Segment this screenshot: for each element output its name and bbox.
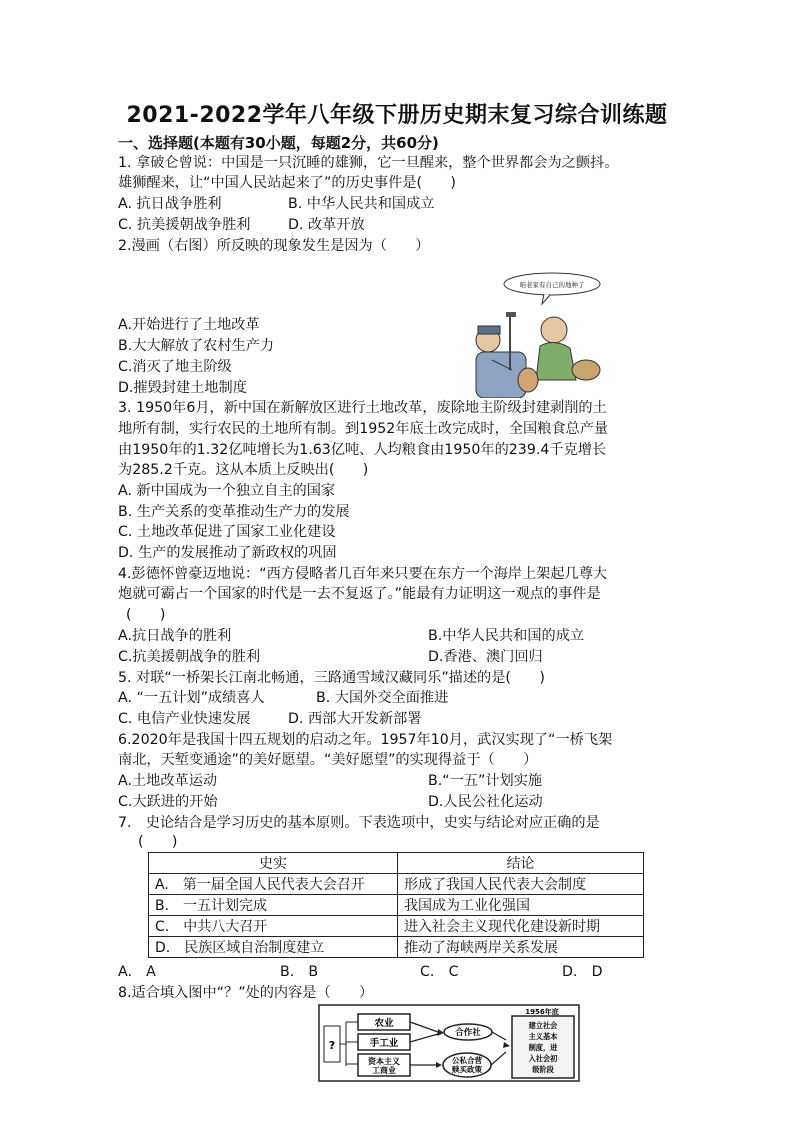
diagram-cooperative: 合作社 — [455, 1028, 481, 1038]
q5-option-b: B. 大国外交全面推进 — [316, 690, 449, 706]
q4-option-b: B.中华人民共和国的成立 — [428, 628, 585, 644]
q4-stem-line2: 炮就可霸占一个国家的时代是一去不复返了。”能最有力证明这一观点的事件是 — [118, 586, 601, 602]
diagram-result-line4: 入社会初 — [528, 1054, 558, 1063]
table-cell: C. 中共八大召开 — [149, 916, 398, 937]
q6-stem-line2: 南北，天堑变通途”的美好愿望。“美好愿望”的实现得益于（ ） — [118, 752, 538, 768]
q1-option-c: C. 抗美援朝战争胜利 — [118, 217, 251, 233]
diagram-result-line1: 建立社会 — [528, 1021, 558, 1030]
q4-stem-line1: 4.彭德怀曾豪迈地说：“西方侵略者几百年来只要在东方一个海岸上架起几尊大 — [118, 566, 608, 582]
q7-stem-line1: 7. 史论结合是学习历史的基本原则。下表选项中，史实与结论对应正确的是 — [118, 815, 600, 831]
q6-option-b: B.“一五”计划实施 — [428, 773, 543, 789]
q3-option-a: A. 新中国成为一个独立自主的国家 — [118, 483, 336, 499]
history-fact-table — [148, 852, 644, 958]
q1-option-a: A. 抗日战争胜利 — [118, 196, 222, 212]
diagram-result-line3: 制度，进 — [528, 1043, 558, 1052]
q5-option-c: C. 电信产业快速发展 — [118, 711, 251, 727]
q1-stem-line2: 雄狮醒来，让“中国人民站起来了”的历史事件是( ) — [118, 175, 456, 191]
q4-option-d: D.香港、澳门回归 — [428, 649, 543, 665]
table-cell: D. 民族区域自治制度建立 — [149, 937, 398, 958]
diagram-result-line5: 级阶段 — [532, 1065, 554, 1074]
q1-option-b: B. 中华人民共和国成立 — [288, 196, 435, 212]
q6-option-c: C.大跃进的开始 — [118, 794, 218, 810]
table-row — [149, 895, 644, 916]
q3-option-b: B. 生产关系的变革推动生产力的发展 — [118, 504, 350, 520]
diagram-box-handicraft: 手工业 — [369, 1038, 399, 1049]
cartoon-speech-bubble: 咱老家有自己的地种了 — [519, 281, 585, 289]
q7-option-a: A. A — [118, 964, 156, 980]
q3-stem-line4: 为285.2千克。这从本质上反映出( ) — [118, 462, 369, 478]
diagram-box-agriculture: 农业 — [374, 1018, 394, 1029]
table-row — [149, 874, 644, 895]
q2-option-d: D.摧毁封建土地制度 — [118, 380, 247, 396]
q1-stem-line1: 1. 拿破仑曾说：中国是一只沉睡的雄狮，它一旦醒来，整个世界都会为之颤抖。 — [118, 155, 619, 171]
table-row — [149, 937, 644, 958]
table-cell: 形成了我国人民代表大会制度 — [398, 874, 644, 895]
diagram-year-label: 1956年底 — [525, 1008, 559, 1016]
q3-stem-line2: 地所有制，实行农民的土地所有制。到1952年底土改完成时，全国粮食总产量 — [118, 421, 609, 437]
table-cell: 推动了海峡两岸关系发展 — [398, 937, 644, 958]
q4-option-a: A.抗日战争的胜利 — [118, 628, 232, 644]
page-title: 2021-2022学年八年级下册历史期末复习综合训练题 — [126, 103, 668, 128]
diagram-box-capitalist-line1: 资本主义 — [368, 1057, 400, 1066]
diagram-box-capitalist-line2: 工商业 — [372, 1066, 396, 1075]
diagram-public-private-line1: 公私合营 — [452, 1056, 482, 1065]
q4-stem-line3: ( ) — [126, 607, 166, 623]
table-cell: 进入社会主义现代化建设新时期 — [398, 916, 644, 937]
q7-stem-line2: ( ) — [138, 834, 178, 850]
table-cell: B. 一五计划完成 — [149, 895, 398, 916]
q3-option-d: D. 生产的发展推动了新政权的巩固 — [118, 545, 337, 561]
q3-option-c: C. 土地改革促进了国家工业化建设 — [118, 524, 336, 540]
q2-stem: 2.漫画（右图）所反映的现象发生是因为（ ） — [118, 238, 430, 254]
table-header-conclusion: 结论 — [398, 853, 644, 874]
land-reform-cartoon — [452, 268, 612, 398]
q7-option-b: B. B — [280, 964, 319, 980]
q7-option-d: D. D — [562, 964, 603, 980]
table-cell: 我国成为工业化强国 — [398, 895, 644, 916]
q6-stem-line1: 6.2020年是我国十四五规划的启动之年。1957年10月，武汉实现了“一桥飞架 — [118, 732, 613, 748]
q5-option-d: D. 西部大开发新部署 — [288, 711, 422, 727]
diagram-public-private-line2: 赎买政策 — [452, 1065, 482, 1074]
q7-option-c: C. C — [420, 964, 459, 980]
q5-option-a: A. “一五计划”成绩喜人 — [118, 690, 265, 706]
q2-option-c: C.消灭了地主阶级 — [118, 359, 232, 375]
q3-stem-line1: 3. 1950年6月，新中国在新解放区进行土地改革，废除地主阶级封建剥削的土 — [118, 400, 607, 416]
q2-option-b: B.大大解放了农村生产力 — [118, 338, 275, 354]
table-row — [149, 916, 644, 937]
q6-option-a: A.土地改革运动 — [118, 773, 218, 789]
socialist-transformation-diagram — [318, 1004, 580, 1082]
q6-option-d: D.人民公社化运动 — [428, 794, 543, 810]
table-cell: A. 第一届全国人民代表大会召开 — [149, 874, 398, 895]
table-header-fact: 史实 — [149, 853, 398, 874]
q1-option-d: D. 改革开放 — [288, 217, 365, 233]
table-header-row — [149, 853, 644, 874]
section-heading: 一、选择题(本题有30小题，每题2分，共60分) — [118, 134, 439, 152]
q5-stem: 5. 对联“一桥架长江南北畅通，三路通雪域汉藏同乐”描述的是( ) — [118, 670, 545, 686]
q8-stem: 8.适合填入图中“？”处的内容是（ ） — [118, 985, 374, 1001]
q2-option-a: A.开始进行了土地改革 — [118, 317, 260, 333]
diagram-question-mark: ? — [328, 1039, 336, 1052]
q3-stem-line3: 由1950年的1.32亿吨增长为1.63亿吨、人均粮食由1950年的239.4千克增长 — [118, 442, 607, 458]
q4-option-c: C.抗美援朝战争的胜利 — [118, 649, 261, 665]
diagram-result-line2: 主义基本 — [528, 1032, 558, 1041]
